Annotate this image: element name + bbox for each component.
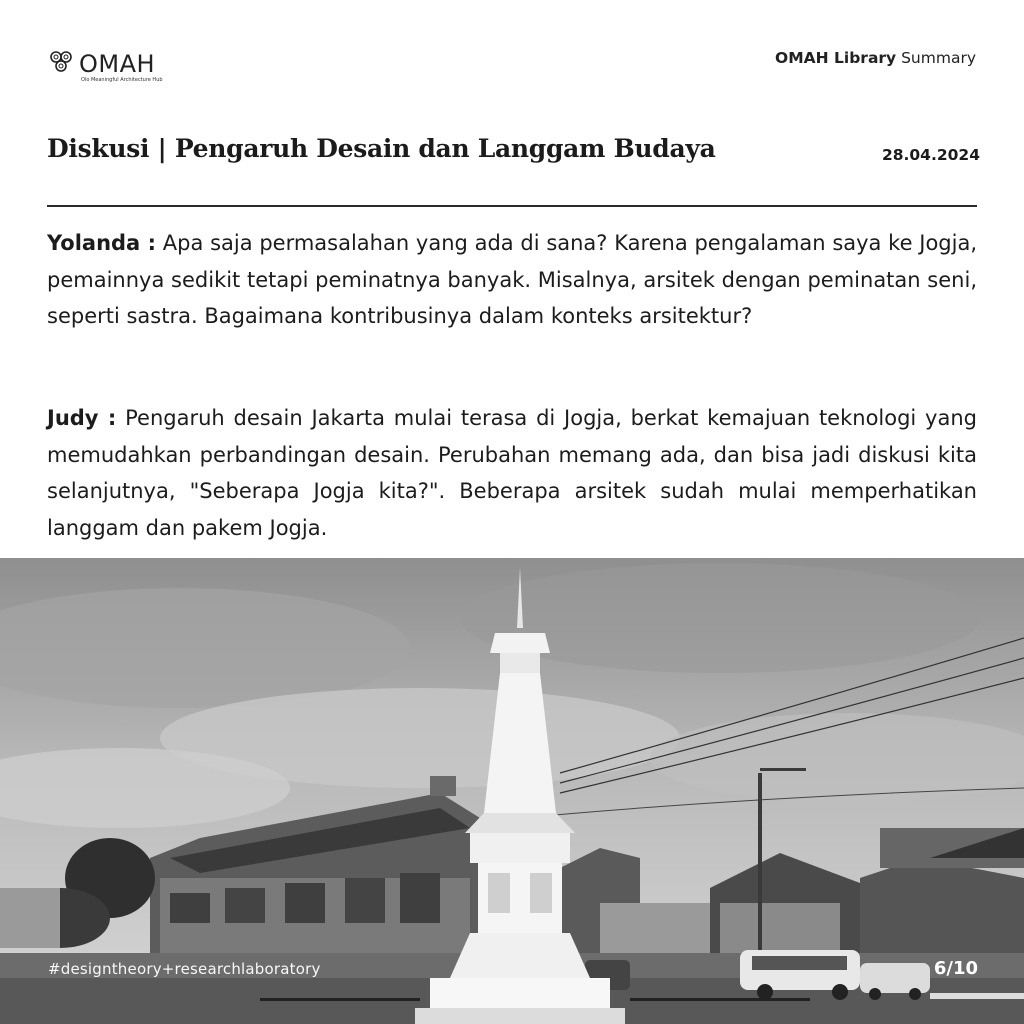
dialogue-paragraph-yolanda xyxy=(47,225,977,335)
page-title: Diskusi | Pengaruh Desain dan Langgam Budaya xyxy=(47,134,716,163)
title-divider xyxy=(47,205,977,207)
logo-wordmark: OMAH xyxy=(79,50,156,78)
speaker-name: Judy : xyxy=(47,406,117,430)
triple-swirl-logo-icon xyxy=(46,50,76,74)
dialogue-text: Pengaruh desain Jakarta mulai terasa di Jogja, berkat kemajuan teknologi yang memudahkan perbandingan desain. Perubahan memang ada, dan bisa jadi diskusi kita selanjutnya, "Seberapa Jogja kita?". Beberapa arsitek sudah mulai memperhatikan langgam dan pakem Jogja. xyxy=(47,406,977,540)
summary-rest: Summary xyxy=(896,49,976,67)
post-date: 28.04.2024 xyxy=(881,146,980,164)
page-indicator: 6/10 xyxy=(933,958,978,979)
tugu-jogja-photo xyxy=(0,558,1024,1024)
omah-logo xyxy=(46,48,176,88)
logo-subtitle: Olo Meaningful Architecture Hub xyxy=(81,77,163,83)
library-summary-label xyxy=(775,49,976,67)
hashtag-label: #designtheory+researchlaboratory xyxy=(48,960,321,978)
dialogue-text: Apa saja permasalahan yang ada di sana? Karena pengalaman saya ke Jogja, pemainnya sedikit tetapi peminatnya banyak. Misalnya, arsitek dengan peminatan seni, seperti sastra. Bagaimana kontribusinya dalam konteks arsitektur? xyxy=(47,231,978,328)
dialogue-paragraph-judy xyxy=(47,400,977,546)
summary-bold: OMAH Library xyxy=(775,49,897,67)
speaker-name: Yolanda : xyxy=(47,231,157,255)
